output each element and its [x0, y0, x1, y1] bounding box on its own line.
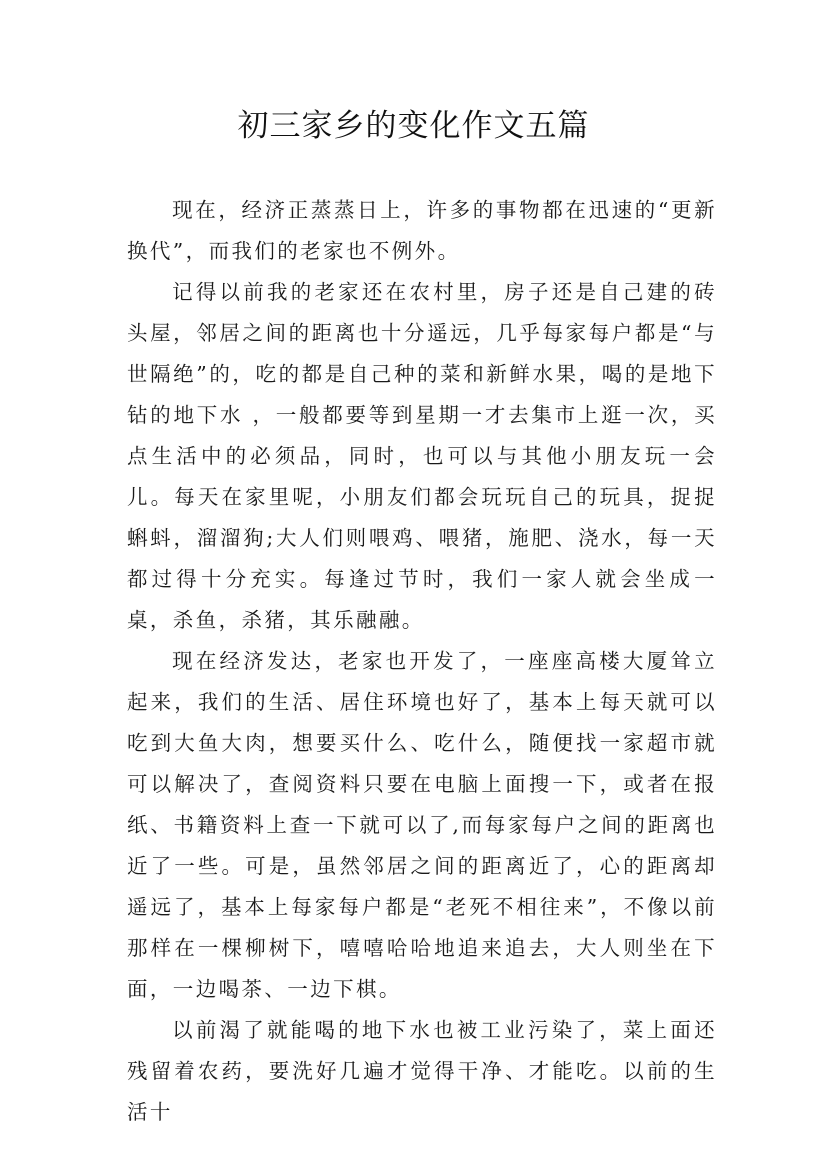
- paragraph-3: 现在经济发达，老家也开发了，一座座高楼大厦耸立起来，我们的生活、居住环境也好了，基本上每天就可以吃到大鱼大肉，想要买什么、吃什么，随便找一家超市就可以解决了，查阅资料只要在电脑上面搜一下，或者在报纸、书籍资料上查一下就可以了,而每家每户之间的距离也近了一些。可是，虽然邻居之间的距离近了，心的距离却遥远了，基本上每家每户都是“老死不相往来”，不像以前那样在一棵柳树下，嘻嘻哈哈地追来追去，大人则坐在下面，一边喝茶、一边下棋。: [127, 649, 717, 1001]
- paragraph-4: 以前渴了就能喝的地下水也被工业污染了，菜上面还残留着农药，要洗好几遍才觉得干净、才能吃。以前的生活十: [127, 1018, 717, 1124]
- document-body: [127, 190, 717, 1133]
- paragraph-1: 现在，经济正蒸蒸日上，许多的事物都在迅速的“更新换代”，而我们的老家也不例外。: [127, 198, 717, 263]
- document-title: 初三家乡的变化作文五篇: [237, 108, 590, 144]
- paragraph-2: 记得以前我的老家还在农村里，房子还是自己建的砖头屋，邻居之间的距离也十分遥远，几乎每家每户都是“与世隔绝”的，吃的都是自己种的菜和新鲜水果，喝的是地下钻的地下水 ，一般都要等到星期一才去集市上逛一次，买点生活中的必须品，同时，也可以与其他小朋友玩一会儿。每天在家里呢，小朋友们都会玩玩自己的玩具，捉捉蝌蚪，溜溜狗;大人们则喂鸡、喂猪，施肥、浇水，每一天都过得十分充实。每逢过节时，我们一家人就会坐成一桌，杀鱼，杀猪，其乐融融。: [127, 280, 717, 632]
